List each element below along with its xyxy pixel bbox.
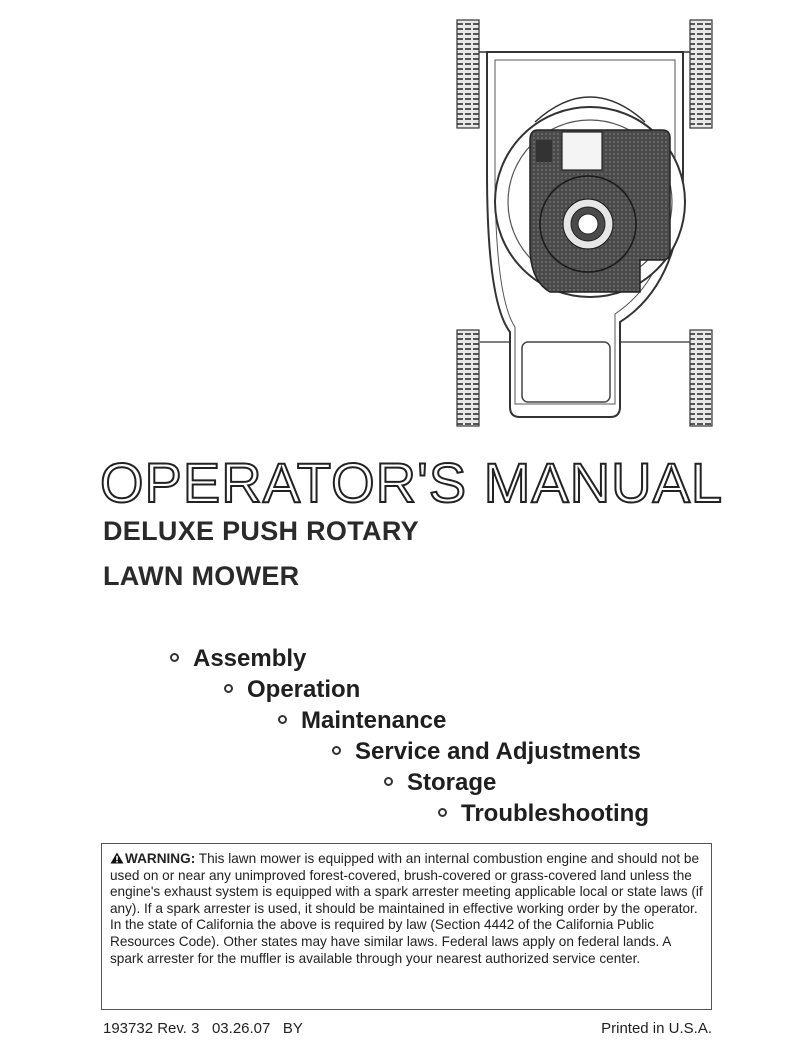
bullet-icon <box>224 684 233 693</box>
subtitle-line-2: LAWN MOWER <box>103 561 300 591</box>
wheel-front-right <box>690 20 712 128</box>
warning-text-1: This lawn mower is equipped with an internal combustion engine and should not be used on or near any unimproved forest-covered, brush-covered or grass-covered land unless the engine's exhaust system is equipped with a spark arrester meeting applicable local or state laws (if any). If a spark arrester is used, it should be maintained in effective working order by the operator. <box>110 851 703 916</box>
contents-item: Service and Adjustments <box>332 740 641 764</box>
contents-item: Storage <box>384 771 496 795</box>
wheel-rear-right <box>690 330 712 426</box>
bullet-icon <box>384 777 393 786</box>
contents-item: Troubleshooting <box>438 802 649 826</box>
warning-paragraph-1 <box>110 851 705 917</box>
warning-box <box>101 843 712 1010</box>
subtitle-line-1: DELUXE PUSH ROTARY <box>103 516 419 546</box>
warning-paragraph-2: In the state of California the above is required by law (Section 4442 of the California Public Resources Code). Other states may have similar laws. Federal laws apply on federal lands. A spark arrester for the muffler is available through your nearest authorized service center. <box>110 917 671 966</box>
printed-in: Printed in U.S.A. <box>601 1020 712 1037</box>
contents-item: Assembly <box>170 647 306 671</box>
bullet-icon <box>332 746 341 755</box>
page-title: OPERATOR'S MANUAL <box>100 451 724 514</box>
document-id: 193732 Rev. 3 03.26.07 BY <box>103 1020 303 1037</box>
warning-triangle-icon <box>110 852 124 864</box>
wheel-front-left <box>457 20 479 128</box>
contents-item: Operation <box>224 678 360 702</box>
bullet-icon <box>438 808 447 817</box>
warning-label: WARNING: <box>125 851 196 866</box>
contents-item: Maintenance <box>278 709 446 733</box>
lawn-mower-illustration <box>440 12 730 432</box>
bullet-icon <box>278 715 287 724</box>
bullet-icon <box>170 653 179 662</box>
wheel-rear-left <box>457 330 479 426</box>
